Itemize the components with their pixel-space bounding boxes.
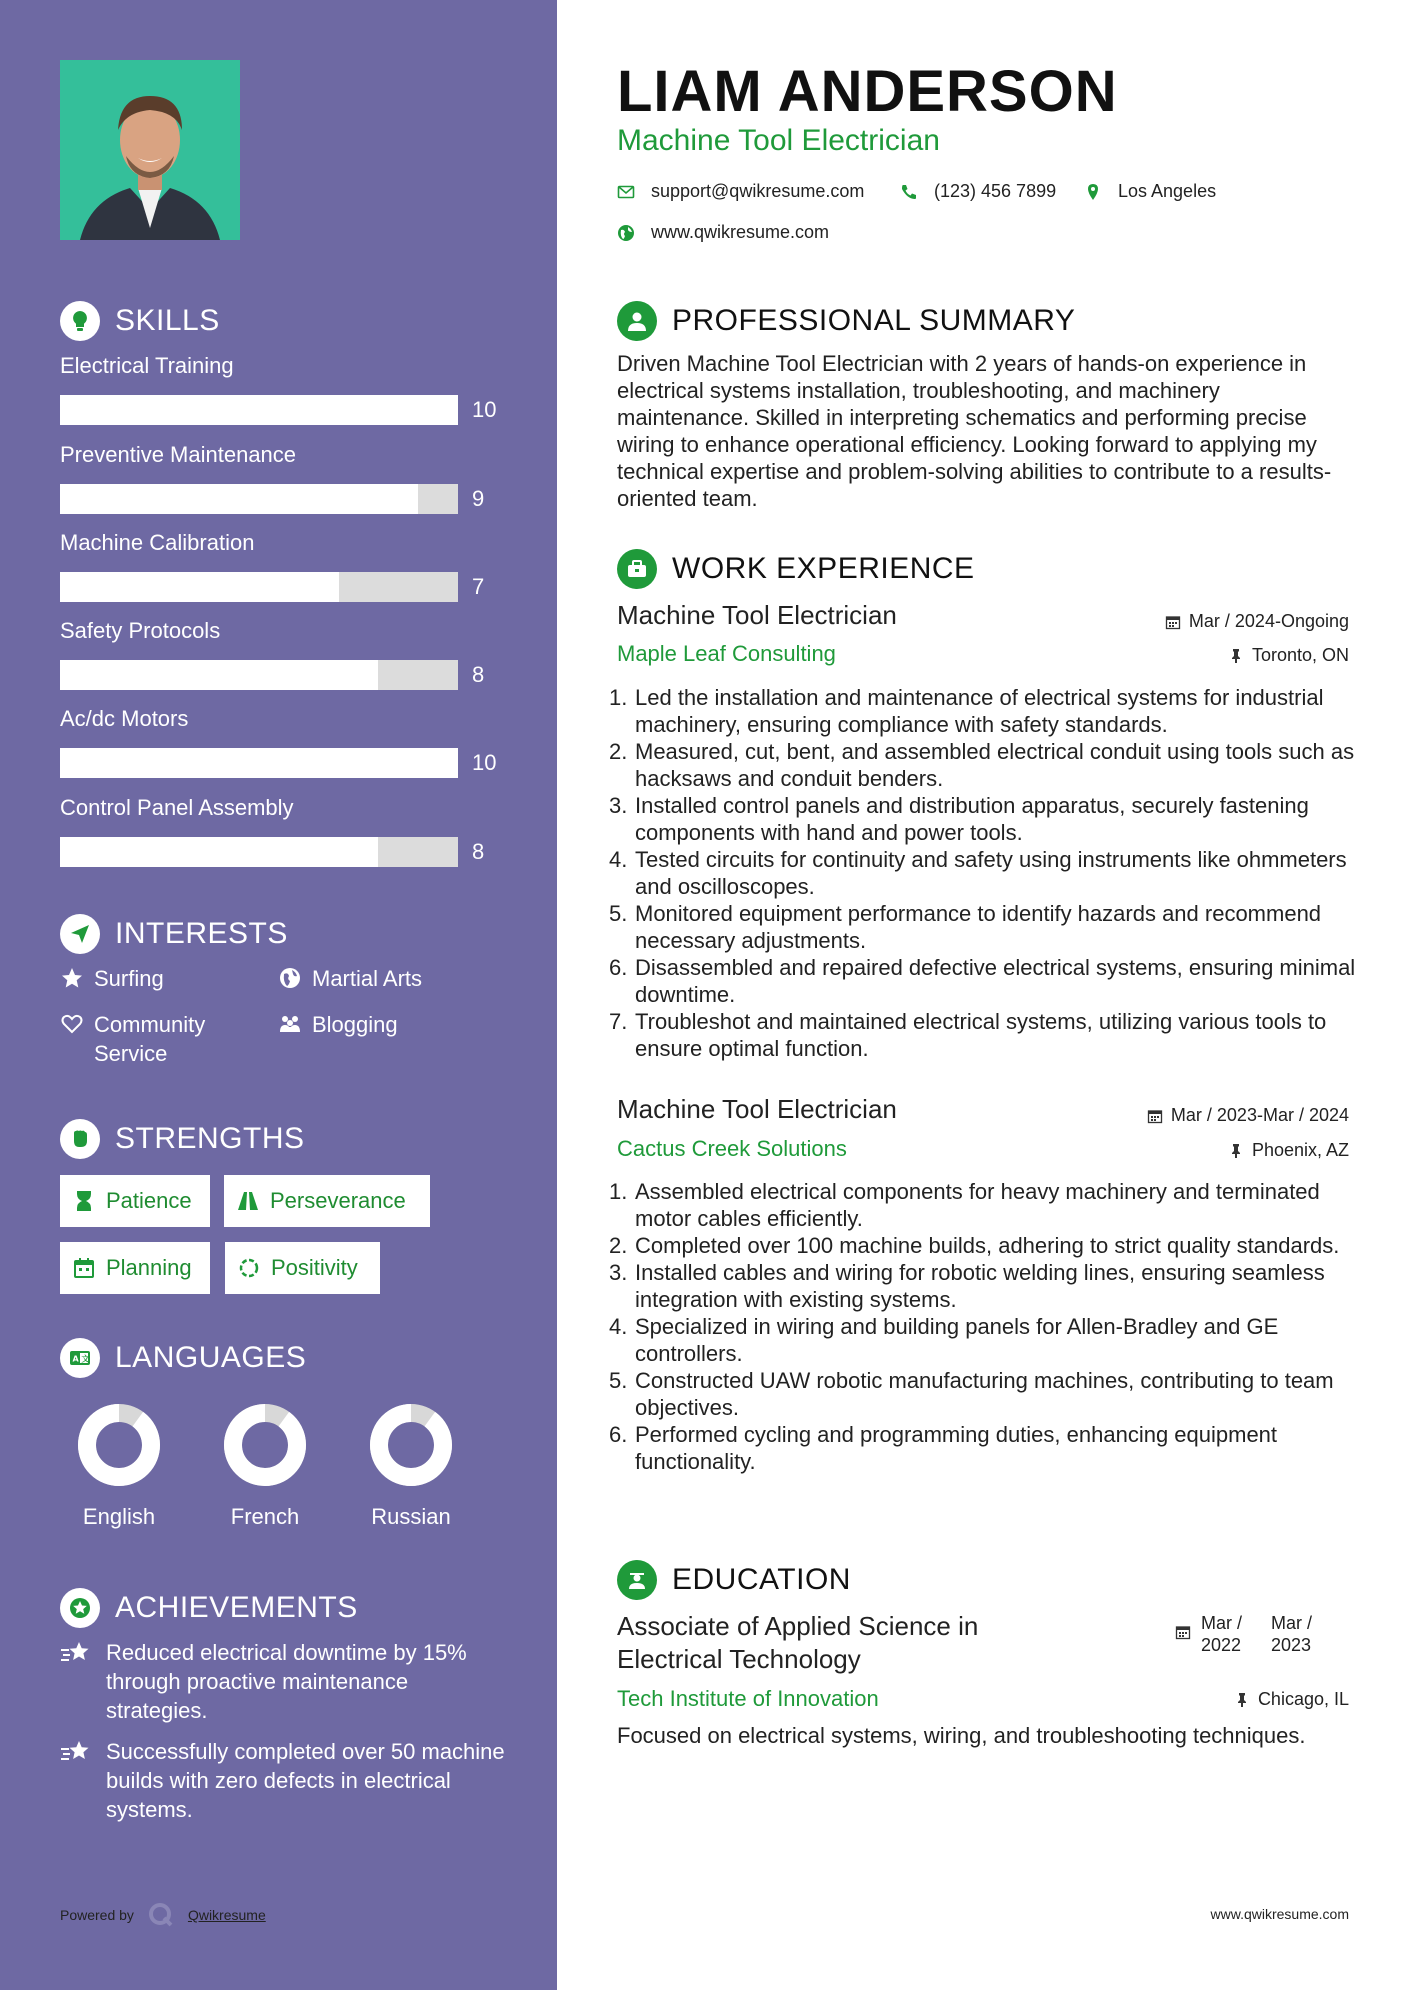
graduate-icon (617, 1560, 657, 1600)
strengths-heading (60, 1119, 305, 1159)
globe-icon (278, 966, 302, 990)
skill-value: 7 (472, 574, 485, 599)
education-end: Mar / 2023 (1271, 1613, 1313, 1655)
location-text: Los Angeles (1118, 181, 1217, 201)
company-name: Cactus Creek Solutions (617, 1136, 847, 1161)
job-location-text: Phoenix, AZ (1251, 1140, 1349, 1160)
email-text[interactable]: support@qwikresume.com (651, 181, 865, 201)
skill-name: Ac/dc Motors (60, 706, 189, 731)
interest-label: Community Service (94, 1012, 206, 1066)
school-name: Tech Institute of Innovation (617, 1686, 879, 1711)
heart-outline-icon (60, 1012, 84, 1036)
skill-name: Machine Calibration (60, 530, 255, 555)
skill-value: 10 (472, 750, 497, 775)
paper-plane-icon (60, 914, 100, 954)
pin-icon (1234, 1692, 1250, 1708)
job-dates (1165, 611, 1349, 632)
duty-item: Monitored equipment performance to identify hazards and recommend necessary adjustments. (635, 901, 1322, 953)
achievement-item (60, 1638, 510, 1725)
education-location (1234, 1689, 1349, 1710)
education-description: Focused on electrical systems, wiring, and troubleshooting techniques. (617, 1723, 1306, 1748)
interests-title: INTERESTS (115, 917, 288, 950)
phone-text[interactable]: (123) 456 7899 (934, 181, 1057, 201)
achievement-text: Successfully completed over 50 machine builds with zero defects in electrical systems. (106, 1739, 505, 1822)
skill-name: Electrical Training (60, 353, 234, 378)
skill-item (60, 793, 500, 867)
qwikresume-logo-icon (148, 1902, 174, 1928)
powered-by (60, 1902, 266, 1928)
calendar-icon (72, 1256, 96, 1280)
duty-item: Assembled electrical components for heavy machinery and terminated motor cables efficiently. (635, 1179, 1320, 1231)
envelope-icon (617, 183, 635, 201)
skill-item (60, 440, 500, 514)
language-item (64, 1400, 174, 1530)
duty-item: Constructed UAW robotic manufacturing machines, contributing to team objectives. (635, 1368, 1334, 1420)
svg-text:文: 文 (81, 1354, 90, 1364)
language-ring (220, 1400, 310, 1490)
user-icon (617, 301, 657, 341)
skill-bar (60, 395, 458, 425)
calendar-icon (1175, 1624, 1191, 1640)
language-ring (74, 1400, 164, 1490)
pin-icon (1228, 1143, 1244, 1159)
skill-name: Safety Protocols (60, 618, 221, 643)
website-text[interactable]: www.qwikresume.com (651, 222, 830, 242)
languages-title: LANGUAGES (115, 1341, 307, 1374)
interest-label: Blogging (312, 1012, 398, 1037)
contact-phone (900, 181, 1056, 202)
duty-item: Performed cycling and programming duties, enhancing equipment functionality. (635, 1422, 1278, 1474)
achievement-item (60, 1737, 510, 1824)
education-start: Mar / 2022 (1201, 1613, 1243, 1655)
contact-website (617, 222, 829, 243)
summary-title: PROFESSIONAL SUMMARY (672, 304, 1076, 337)
duty-item: Led the installation and maintenance of electrical systems for industrial machinery, ensuring compliance with safety standards. (635, 685, 1324, 737)
summary-text: Driven Machine Tool Electrician with 2 years of hands-on experience in electrical systems installation, troubleshooting, and machinery maintenance. Skilled in interpreting schematics and performing precise wiring to enhance operational efficiency. Looking forward to applying my technical expertise and problem-solving abilities to contribute to a results-oriented team. (617, 351, 1332, 511)
skills-heading (60, 301, 220, 341)
skill-value: 10 (472, 397, 497, 422)
main-content (557, 0, 1407, 1990)
duty-item: Installed cables and wiring for robotic welding lines, ensuring seamless integration with existing systems. (635, 1260, 1325, 1312)
skill-bar (60, 572, 458, 602)
skill-bar (60, 484, 458, 514)
skill-name: Preventive Maintenance (60, 442, 297, 467)
job-location (1228, 645, 1349, 666)
skill-item (60, 704, 500, 778)
footer-url[interactable]: www.qwikresume.com (1210, 1906, 1349, 1922)
skill-value: 9 (472, 486, 485, 511)
duty-item: Specialized in wiring and building panels for Allen-Bradley and GE controllers. (635, 1314, 1279, 1366)
experience-title: WORK EXPERIENCE (672, 552, 975, 585)
shooting-star-icon (60, 1739, 92, 1767)
strength-tag (60, 1242, 210, 1294)
globe-icon (617, 224, 635, 242)
circle-notch-icon (237, 1256, 261, 1280)
achievement-text: Reduced electrical downtime by 15% through proactive maintenance strategies. (106, 1640, 467, 1723)
contact-location (1084, 181, 1216, 202)
pin-icon (1228, 648, 1244, 664)
language-name: Russian (371, 1504, 451, 1529)
skill-item (60, 528, 500, 602)
duty-item: Troubleshot and maintained electrical systems, utilizing various tools to ensure optimal function. (635, 1009, 1327, 1061)
interest-item (60, 1010, 260, 1068)
briefcase-icon (617, 549, 657, 589)
education-degree: Associate of Applied Science in Electrical Technology (617, 1611, 979, 1674)
language-item (356, 1400, 466, 1530)
language-ring (366, 1400, 456, 1490)
powered-by-label: Powered by (60, 1907, 134, 1923)
summary-heading (617, 301, 1075, 341)
job-duties (617, 1178, 1377, 1475)
duty-item: Completed over 100 machine builds, adhering to strict quality standards. (635, 1233, 1340, 1258)
svg-text:A: A (72, 1354, 79, 1364)
skill-value: 8 (472, 839, 485, 864)
strength-tag (224, 1175, 430, 1227)
education-heading (617, 1560, 851, 1600)
sidebar (0, 0, 557, 1990)
achievements-title: ACHIEVEMENTS (115, 1591, 358, 1624)
job-dates-text: Mar / 2023-Mar / 2024 (1170, 1105, 1349, 1125)
map-marker-icon (1084, 183, 1102, 201)
experience-heading (617, 549, 975, 589)
hourglass-icon (72, 1189, 96, 1213)
language-name: French (230, 1504, 300, 1529)
calendar-icon (1147, 1108, 1163, 1124)
strength-label: Perseverance (270, 1188, 406, 1213)
strengths-title: STRENGTHS (115, 1122, 305, 1155)
languages-heading (60, 1338, 306, 1378)
profile-photo (60, 60, 240, 240)
skill-item (60, 616, 500, 690)
job-location-text: Toronto, ON (1251, 645, 1349, 665)
language-item (210, 1400, 320, 1530)
phone-icon (900, 183, 918, 201)
duty-item: Tested circuits for continuity and safety using instruments like ohmmeters and oscilloscopes. (635, 847, 1347, 899)
strength-label: Patience (106, 1188, 192, 1213)
duty-item: Installed control panels and distribution apparatus, securely fastening components with hand and power tools. (635, 793, 1309, 845)
road-icon (236, 1189, 260, 1213)
strength-label: Positivity (271, 1255, 358, 1280)
star-badge-icon (60, 1588, 100, 1628)
qwikresume-link[interactable]: Qwikresume (187, 1907, 266, 1923)
education-title: EDUCATION (672, 1563, 851, 1596)
skill-value: 8 (472, 662, 485, 687)
job-dates (1147, 1105, 1349, 1126)
fist-icon (60, 1119, 100, 1159)
calendar-icon (1165, 614, 1181, 630)
language-name: English (82, 1504, 156, 1529)
achievements-heading (60, 1588, 358, 1628)
job-title: Machine Tool Electrician (617, 600, 897, 630)
candidate-name: LIAM ANDERSON (617, 59, 1118, 124)
skill-bar (60, 748, 458, 778)
skill-name: Control Panel Assembly (60, 795, 294, 820)
job-duties (617, 684, 1377, 1062)
skill-bar (60, 837, 458, 867)
interest-item (278, 964, 498, 993)
star-icon (60, 966, 84, 990)
interest-label: Martial Arts (312, 966, 423, 991)
skills-title: SKILLS (115, 304, 220, 337)
education-location-text: Chicago, IL (1257, 1689, 1349, 1709)
strength-label: Planning (106, 1255, 192, 1280)
job-dates-text: Mar / 2024-Ongoing (1188, 611, 1349, 631)
job-location (1228, 1140, 1349, 1161)
duty-item: Disassembled and repaired defective electrical systems, ensuring minimal downtime. (635, 955, 1356, 1007)
interest-label: Surfing (94, 966, 164, 991)
interest-item (278, 1010, 498, 1039)
interest-item (60, 964, 260, 993)
language-icon (60, 1338, 100, 1378)
interests-heading (60, 914, 288, 954)
users-icon (278, 1012, 302, 1036)
candidate-role: Machine Tool Electrician (617, 124, 940, 157)
strength-tag (60, 1175, 210, 1227)
job-title: Machine Tool Electrician (617, 1094, 897, 1124)
lightbulb-icon (60, 301, 100, 341)
skill-bar (60, 660, 458, 690)
shooting-star-icon (60, 1640, 92, 1668)
skill-item (60, 351, 500, 425)
education-dates (1175, 1612, 1341, 1656)
duty-item: Measured, cut, bent, and assembled electrical conduit using tools such as hacksaws and conduit benders. (635, 739, 1355, 791)
contact-email (617, 181, 864, 202)
strength-tag (225, 1242, 380, 1294)
company-name: Maple Leaf Consulting (617, 641, 836, 666)
